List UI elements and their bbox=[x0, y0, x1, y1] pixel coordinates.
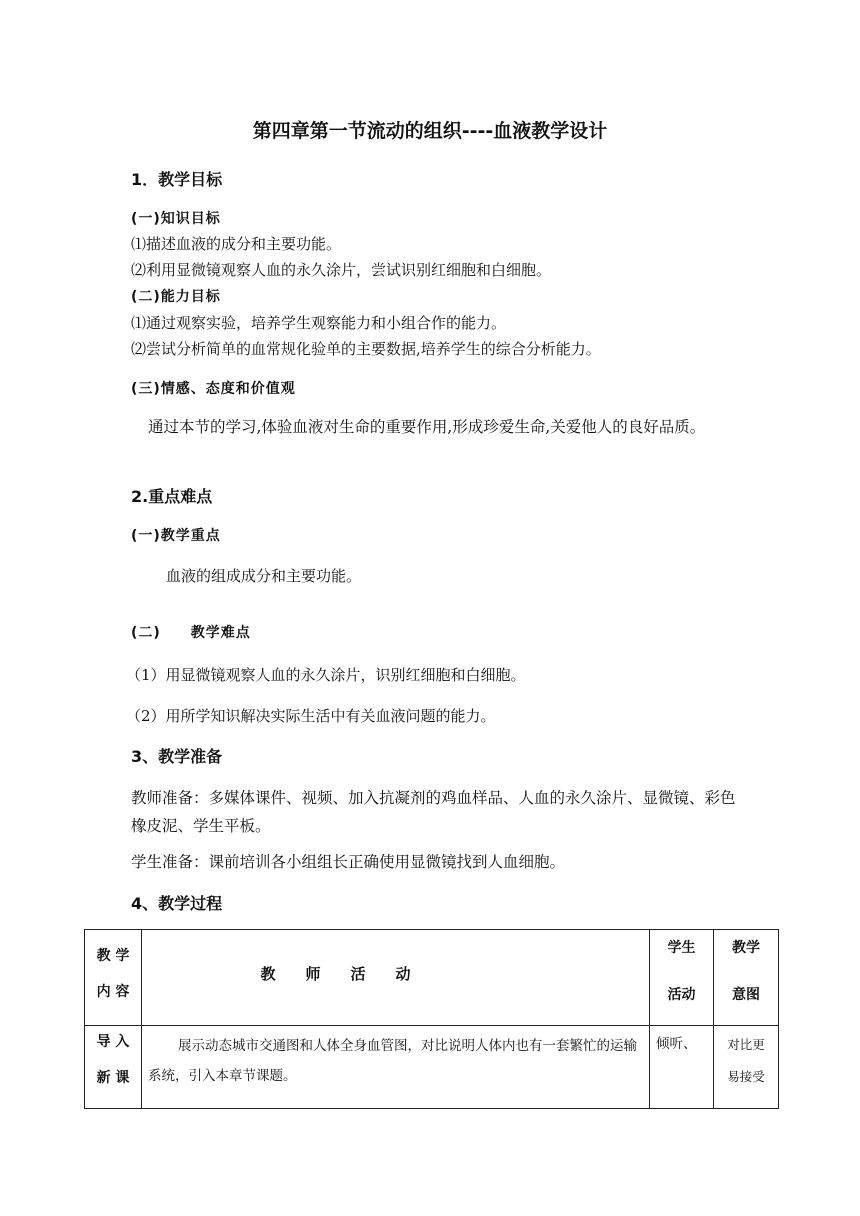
student-preparation: 学生准备：课前培训各小组组长正确使用显微镜找到人血细胞。 bbox=[131, 853, 566, 871]
list-item: ⑴描述血液的成分和主要功能。 bbox=[131, 235, 342, 253]
row-teacher-activity: 展示动态城市交通图和人体全身血管图，对比说明人体内也有一套繁忙的运输系统，引入本章节课题。 bbox=[142, 1026, 650, 1109]
header-student-activity: 学生 活动 bbox=[650, 930, 714, 1026]
row-content: 导 入 新 课 bbox=[85, 1026, 142, 1109]
list-item: （2）用所学知识解决实际生活中有关血液问题的能力。 bbox=[126, 707, 496, 725]
key-focus-text: 血液的组成成分和主要功能。 bbox=[166, 567, 362, 585]
subheading-values: (三)情感、态度和价值观 bbox=[131, 381, 296, 397]
subheading-difficulty: (二) 教学难点 bbox=[131, 625, 251, 641]
table-row bbox=[85, 1026, 779, 1109]
subheading-knowledge: (一)知识目标 bbox=[131, 211, 221, 227]
subheading-key-focus: (一)教学重点 bbox=[131, 528, 221, 544]
teaching-process-table bbox=[84, 929, 779, 1109]
header-content: 教 学 内 容 bbox=[85, 930, 142, 1026]
teacher-preparation: 教师准备：多媒体课件、视频、加入抗凝剂的鸡血样品、人血的永久涂片、显微镜、彩色橡皮泥、学生平板。 bbox=[131, 789, 736, 835]
list-item: ⑵尝试分析简单的血常规化验单的主要数据,培养学生的综合分析能力。 bbox=[131, 340, 601, 358]
section-heading-preparation: 3、教学准备 bbox=[131, 747, 223, 766]
row-student-activity: 倾听、 bbox=[650, 1026, 714, 1109]
table-header-row bbox=[85, 930, 779, 1026]
row-intent: 对比更 易接受 bbox=[714, 1026, 779, 1109]
subheading-ability: (二)能力目标 bbox=[131, 289, 221, 305]
page-title: 第四章第一节流动的组织----血液教学设计 bbox=[252, 120, 608, 142]
section-heading-objectives: 1．教学目标 bbox=[131, 170, 223, 189]
list-item: ⑵利用显微镜观察人血的永久涂片，尝试识别红细胞和白细胞。 bbox=[131, 261, 552, 279]
list-item: ⑴通过观察实验，培养学生观察能力和小组合作的能力。 bbox=[131, 314, 507, 332]
header-intent: 教学 意图 bbox=[714, 930, 779, 1026]
section-heading-keypoints: 2.重点难点 bbox=[131, 487, 213, 506]
list-item: （1）用显微镜观察人血的永久涂片，识别红细胞和白细胞。 bbox=[126, 666, 526, 684]
header-teacher-activity: 教 师 活 动 bbox=[142, 930, 650, 1026]
values-paragraph: 通过本节的学习,体验血液对生命的重要作用,形成珍爱生命,关爱他人的良好品质。 bbox=[148, 418, 706, 436]
section-heading-process: 4、教学过程 bbox=[131, 894, 223, 913]
